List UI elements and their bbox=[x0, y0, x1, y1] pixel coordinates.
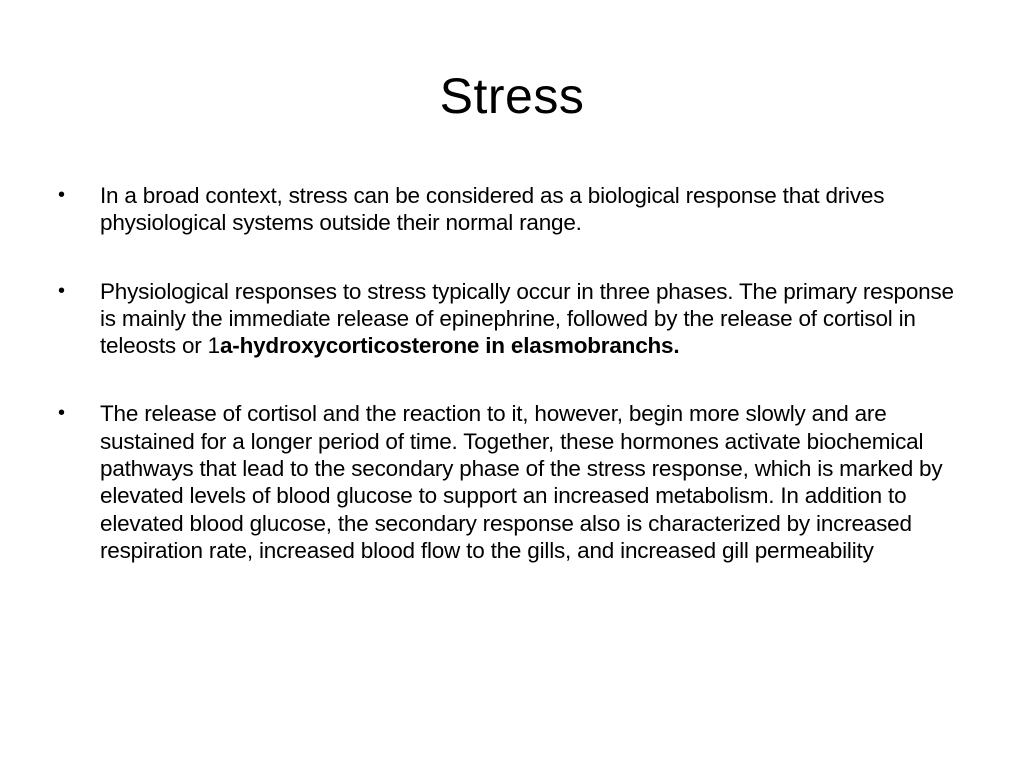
bullet-text: In a broad context, stress can be considered as a biological response that drives physiological systems outside their normal range. bbox=[100, 183, 885, 236]
bullet-dot-icon: • bbox=[58, 279, 65, 302]
bullet-text: The release of cortisol and the reaction to it, however, begin more slowly and are sustained for a longer period of time. Together, these hormones activate biochemical pathways that lead to the secondary phase of the stress response, which is marked by elevated levels of blood glucose to support an increased metabolism. In addition to elevated blood glucose, the secondary response also is characterized by increased respiration rate, increased blood flow to the gills, and increased gill permeability bbox=[100, 401, 943, 563]
bullet-item bbox=[56, 278, 971, 360]
bullet-item bbox=[56, 182, 971, 237]
bullet-bold-text: a-hydroxycorticosterone in elasmobranchs. bbox=[219, 333, 680, 359]
bullet-dot-icon: • bbox=[58, 402, 65, 425]
bullet-text: Physiological responses to stress typically occur in three phases. The primary response is mainly the immediate release of epinephrine, followed by the release of cortisol in teleosts or 1 bbox=[100, 278, 954, 359]
slide-title: Stress bbox=[439, 68, 585, 124]
bullet-dot-icon: • bbox=[58, 184, 65, 206]
bullet-list bbox=[56, 182, 971, 605]
bullet-item bbox=[56, 400, 971, 564]
